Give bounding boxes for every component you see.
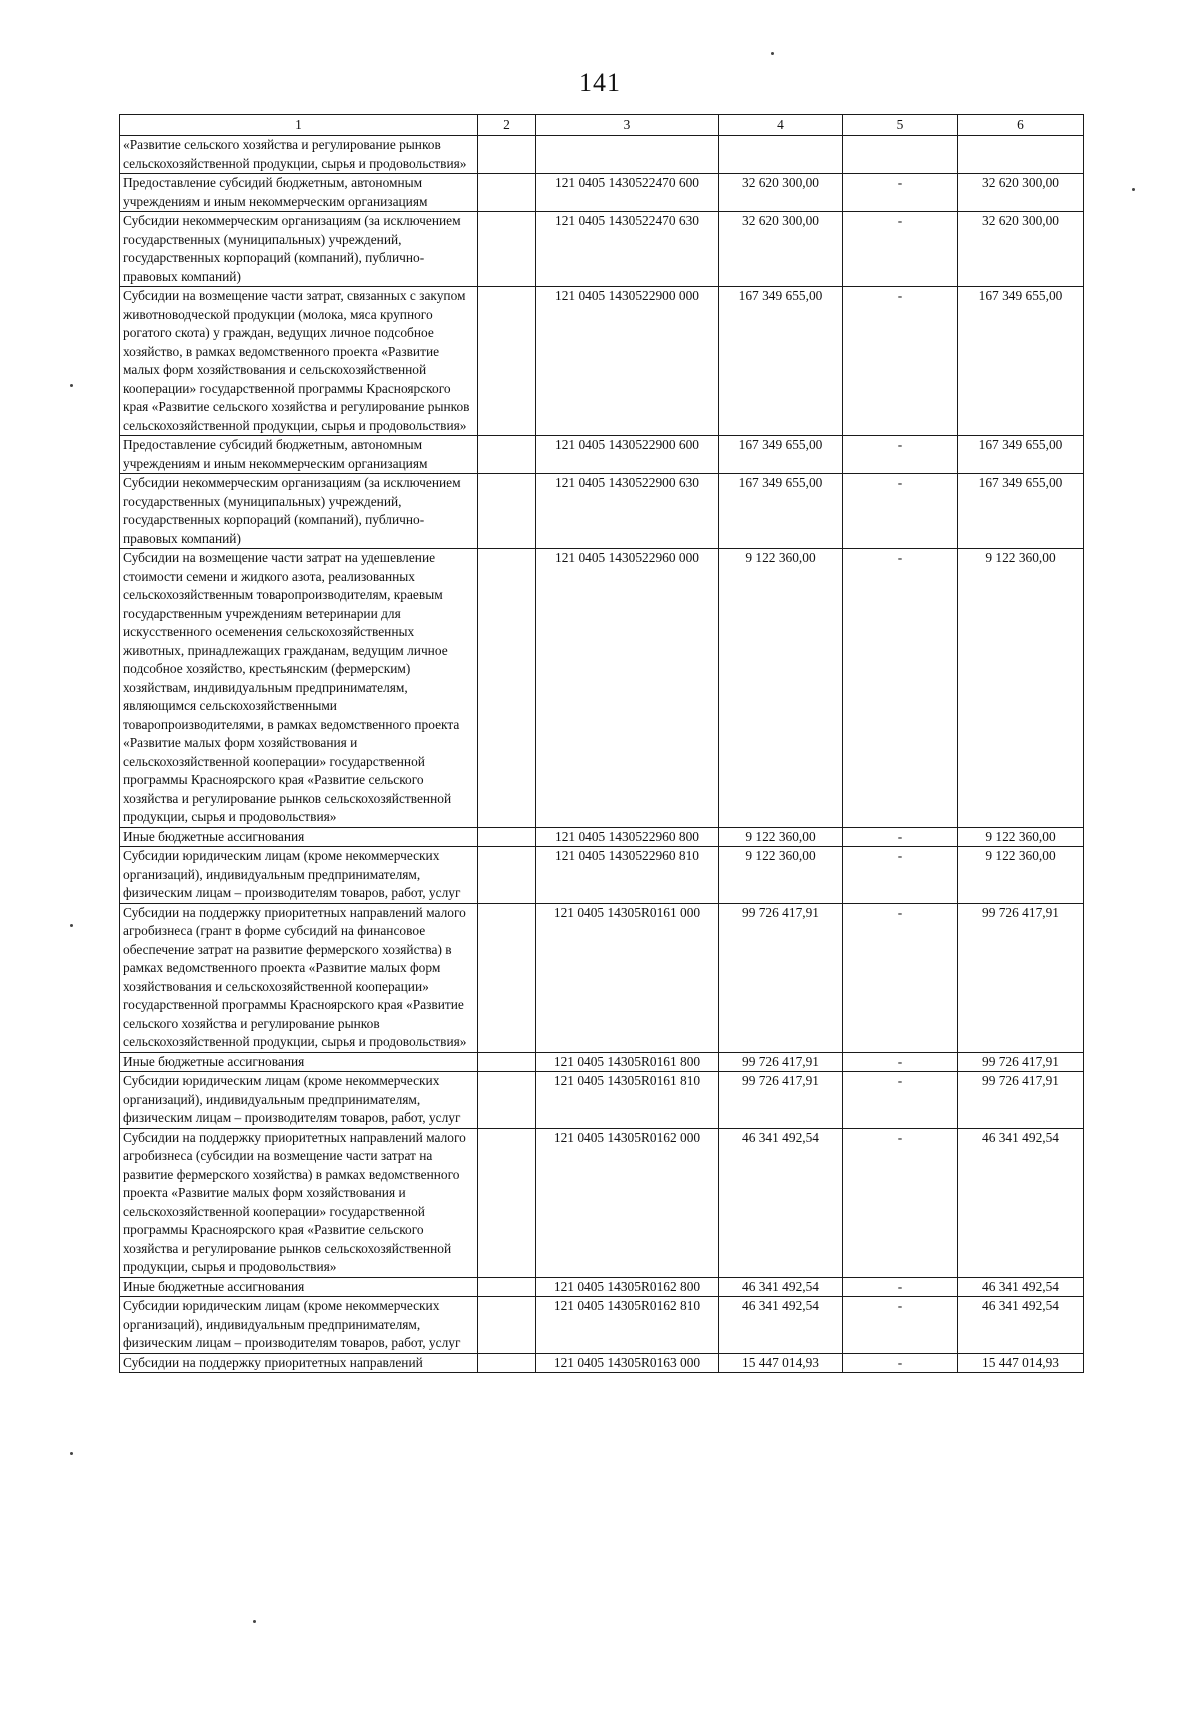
row-amount-cell: 46 341 492,54 [719, 1277, 843, 1297]
row-name-cell: Субсидии юридическим лицам (кроме некоммерческих организаций), индивидуальным предпринимателям, физическим лицам – производителям товаров, работ, услуг [120, 847, 478, 904]
table-row [120, 1297, 1084, 1354]
row-empty-cell [478, 549, 536, 828]
row-empty-cell [478, 136, 536, 174]
scan-speck [253, 1620, 256, 1623]
row-code-cell: 121 0405 1430522900 630 [536, 474, 719, 549]
row-col5-cell: - [843, 1297, 958, 1354]
column-header: 2 [478, 115, 536, 136]
column-header: 5 [843, 115, 958, 136]
row-empty-cell [478, 1052, 536, 1072]
table-row [120, 436, 1084, 474]
row-code-cell: 121 0405 1430522960 810 [536, 847, 719, 904]
table-row [120, 474, 1084, 549]
row-code-cell: 121 0405 14305R0161 000 [536, 903, 719, 1052]
table-row [120, 827, 1084, 847]
row-col6-cell: 46 341 492,54 [958, 1297, 1084, 1354]
row-code-cell: 121 0405 14305R0162 800 [536, 1277, 719, 1297]
table-row [120, 903, 1084, 1052]
row-name-cell: Субсидии некоммерческим организациям (за исключением государственных (муниципальных) учреждений, государственных корпораций (компаний), публично-правовых компаний) [120, 474, 478, 549]
row-code-cell: 121 0405 1430522960 000 [536, 549, 719, 828]
row-empty-cell [478, 903, 536, 1052]
row-col6-cell: 9 122 360,00 [958, 549, 1084, 828]
row-col6-cell: 99 726 417,91 [958, 1052, 1084, 1072]
row-amount-cell: 99 726 417,91 [719, 903, 843, 1052]
row-empty-cell [478, 1353, 536, 1373]
row-name-cell: Субсидии некоммерческим организациям (за исключением государственных (муниципальных) учреждений, государственных корпораций (компаний), публично-правовых компаний) [120, 212, 478, 287]
row-col6-cell: 167 349 655,00 [958, 474, 1084, 549]
row-col6-cell: 9 122 360,00 [958, 827, 1084, 847]
table-row [120, 1072, 1084, 1129]
row-empty-cell [478, 1072, 536, 1129]
row-col6-cell: 9 122 360,00 [958, 847, 1084, 904]
row-col6-cell [958, 136, 1084, 174]
row-amount-cell: 9 122 360,00 [719, 847, 843, 904]
row-amount-cell: 15 447 014,93 [719, 1353, 843, 1373]
table-row [120, 136, 1084, 174]
row-amount-cell [719, 136, 843, 174]
row-amount-cell: 99 726 417,91 [719, 1052, 843, 1072]
row-name-cell: Субсидии юридическим лицам (кроме некоммерческих организаций), индивидуальным предпринимателям, физическим лицам – производителям товаров, работ, услуг [120, 1072, 478, 1129]
row-empty-cell [478, 436, 536, 474]
row-name-cell: Субсидии на возмещение части затрат, связанных с закупом животноводческой продукции (молока, мяса крупного рогатого скота) у граждан, ведущих личное подсобное хозяйство, в рамках ведомственного проекта «Развитие малых форм хозяйствования и сельскохозяйственной кооперации» государственной программы Красноярского края «Развитие сельского хозяйства и регулирование рынков сельскохозяйственной продукции, сырья и продовольствия» [120, 287, 478, 436]
column-header: 6 [958, 115, 1084, 136]
row-empty-cell [478, 287, 536, 436]
row-empty-cell [478, 827, 536, 847]
table-row [120, 1128, 1084, 1277]
table-row [120, 212, 1084, 287]
row-col5-cell: - [843, 436, 958, 474]
row-amount-cell: 167 349 655,00 [719, 287, 843, 436]
row-code-cell: 121 0405 1430522900 600 [536, 436, 719, 474]
table-row [120, 1277, 1084, 1297]
row-code-cell: 121 0405 14305R0161 800 [536, 1052, 719, 1072]
row-amount-cell: 32 620 300,00 [719, 212, 843, 287]
row-amount-cell: 9 122 360,00 [719, 827, 843, 847]
row-name-cell: Субсидии юридическим лицам (кроме некоммерческих организаций), индивидуальным предпринимателям, физическим лицам – производителям товаров, работ, услуг [120, 1297, 478, 1354]
row-code-cell: 121 0405 1430522960 800 [536, 827, 719, 847]
row-col6-cell: 32 620 300,00 [958, 174, 1084, 212]
row-col6-cell: 99 726 417,91 [958, 903, 1084, 1052]
row-col5-cell: - [843, 287, 958, 436]
row-amount-cell: 167 349 655,00 [719, 436, 843, 474]
table-row [120, 287, 1084, 436]
row-name-cell: Иные бюджетные ассигнования [120, 1052, 478, 1072]
row-col5-cell: - [843, 1277, 958, 1297]
row-code-cell: 121 0405 1430522470 630 [536, 212, 719, 287]
header-row [120, 115, 1084, 136]
row-name-cell: Субсидии на поддержку приоритетных направлений малого агробизнеса (грант в форме субсидий на финансовое обеспечение затрат на развитие фермерского хозяйства) в рамках ведомственного проекта «Развитие малых форм хозяйствования и сельскохозяйственной кооперации» государственной программы Красноярского края «Развитие сельского хозяйства и регулирование рынков сельскохозяйственной продукции, сырья и продовольствия» [120, 903, 478, 1052]
row-name-cell: Предоставление субсидий бюджетным, автономным учреждениям и иным некоммерческим организациям [120, 436, 478, 474]
row-col5-cell: - [843, 549, 958, 828]
column-header: 3 [536, 115, 719, 136]
row-empty-cell [478, 1297, 536, 1354]
row-name-cell: Предоставление субсидий бюджетным, автономным учреждениям и иным некоммерческим организациям [120, 174, 478, 212]
row-col5-cell: - [843, 903, 958, 1052]
row-col5-cell: - [843, 474, 958, 549]
row-amount-cell: 46 341 492,54 [719, 1128, 843, 1277]
table-row [120, 174, 1084, 212]
column-header: 1 [120, 115, 478, 136]
row-empty-cell [478, 1277, 536, 1297]
row-col6-cell: 167 349 655,00 [958, 436, 1084, 474]
row-empty-cell [478, 174, 536, 212]
row-code-cell: 121 0405 14305R0162 000 [536, 1128, 719, 1277]
row-code-cell: 121 0405 14305R0161 810 [536, 1072, 719, 1129]
row-col5-cell: - [843, 827, 958, 847]
page-number: 141 [579, 68, 621, 97]
row-name-cell: Субсидии на возмещение части затрат на удешевление стоимости семени и жидкого азота, реализованных сельскохозяйственным товаропроизводителям, краевым государственным учреждениям ветеринарии для искусственного осеменения сельскохозяйственных животных, принадлежащих гражданам, ведущим личное подсобное хозяйство, крестьянским (фермерским) хозяйствам, индивидуальным предпринимателям, являющимся сельскохозяйственными товаропроизводителями, в рамках ведомственного проекта «Развитие малых форм хозяйствования и сельскохозяйственной кооперации» государственной программы Красноярского края «Развитие сельского хозяйства и регулирование рынков сельскохозяйственной продукции, сырья и продовольствия» [120, 549, 478, 828]
table-row [120, 549, 1084, 828]
row-name-cell: Субсидии на поддержку приоритетных направлений малого агробизнеса (субсидии на возмещение части затрат на развитие фермерского хозяйства) в рамках ведомственного проекта «Развитие малых форм хозяйствования и сельскохозяйственной кооперации» государственной программы Красноярского края «Развитие сельского хозяйства и регулирование рынков сельскохозяйственной продукции, сырья и продовольствия» [120, 1128, 478, 1277]
row-name-cell: Субсидии на поддержку приоритетных направлений [120, 1353, 478, 1373]
row-amount-cell: 46 341 492,54 [719, 1297, 843, 1354]
row-col6-cell: 46 341 492,54 [958, 1277, 1084, 1297]
scan-speck [70, 384, 73, 387]
row-col6-cell: 167 349 655,00 [958, 287, 1084, 436]
table-row [120, 847, 1084, 904]
column-header: 4 [719, 115, 843, 136]
row-col6-cell: 15 447 014,93 [958, 1353, 1084, 1373]
row-name-cell: Иные бюджетные ассигнования [120, 1277, 478, 1297]
row-amount-cell: 167 349 655,00 [719, 474, 843, 549]
row-col5-cell: - [843, 174, 958, 212]
row-amount-cell: 32 620 300,00 [719, 174, 843, 212]
row-code-cell [536, 136, 719, 174]
row-amount-cell: 99 726 417,91 [719, 1072, 843, 1129]
row-code-cell: 121 0405 1430522470 600 [536, 174, 719, 212]
table-body [120, 136, 1084, 1373]
row-col5-cell: - [843, 1353, 958, 1373]
row-code-cell: 121 0405 14305R0163 000 [536, 1353, 719, 1373]
row-empty-cell [478, 847, 536, 904]
row-amount-cell: 9 122 360,00 [719, 549, 843, 828]
row-col5-cell: - [843, 847, 958, 904]
row-col5-cell: - [843, 1128, 958, 1277]
row-col6-cell: 46 341 492,54 [958, 1128, 1084, 1277]
table-row [120, 1353, 1084, 1373]
row-code-cell: 121 0405 1430522900 000 [536, 287, 719, 436]
row-col5-cell: - [843, 1052, 958, 1072]
budget-table [119, 114, 1084, 1373]
scan-speck [1132, 188, 1135, 191]
row-name-cell: Иные бюджетные ассигнования [120, 827, 478, 847]
row-code-cell: 121 0405 14305R0162 810 [536, 1297, 719, 1354]
row-empty-cell [478, 474, 536, 549]
row-empty-cell [478, 1128, 536, 1277]
row-col5-cell: - [843, 212, 958, 287]
row-col5-cell [843, 136, 958, 174]
row-name-cell: «Развитие сельского хозяйства и регулирование рынков сельскохозяйственной продукции, сырья и продовольствия» [120, 136, 478, 174]
scan-speck [771, 52, 774, 55]
row-empty-cell [478, 212, 536, 287]
row-col6-cell: 32 620 300,00 [958, 212, 1084, 287]
row-col6-cell: 99 726 417,91 [958, 1072, 1084, 1129]
row-col5-cell: - [843, 1072, 958, 1129]
scan-speck [70, 924, 73, 927]
table-row [120, 1052, 1084, 1072]
scan-speck [70, 1452, 73, 1455]
